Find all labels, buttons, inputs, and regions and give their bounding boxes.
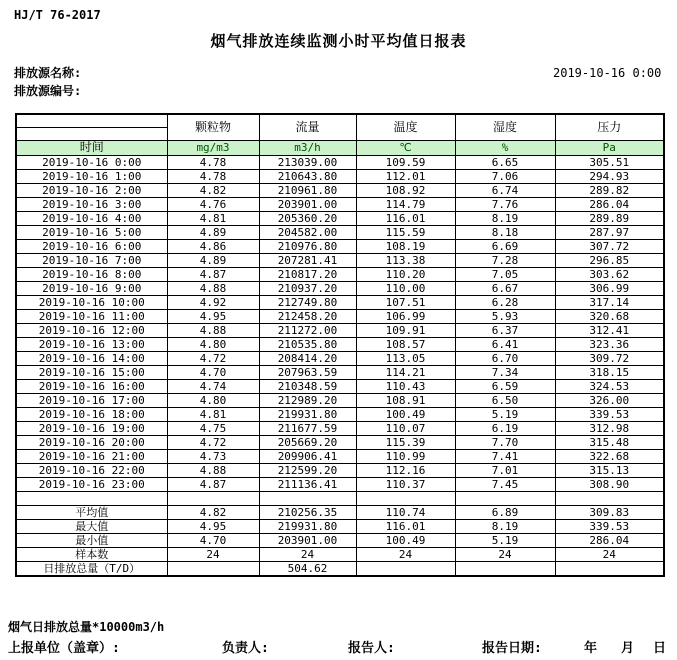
value-cell: 210348.59 [259, 379, 356, 393]
value-cell: 6.59 [455, 379, 555, 393]
summary-label-cell: 最小值 [16, 533, 167, 547]
value-cell: 24 [455, 547, 555, 561]
empty-cell [555, 491, 664, 505]
header-band-row-1 [16, 114, 664, 127]
value-cell: 114.21 [356, 365, 455, 379]
value-cell: 8.18 [455, 225, 555, 239]
time-cell: 2019-10-16 7:00 [16, 253, 167, 267]
time-cell: 2019-10-16 19:00 [16, 421, 167, 435]
spacer-row [16, 491, 664, 505]
data-rows [16, 155, 664, 491]
value-cell [555, 561, 664, 576]
value-cell: 4.92 [167, 295, 259, 309]
value-cell: 312.98 [555, 421, 664, 435]
value-cell: 4.70 [167, 533, 259, 547]
value-cell: 4.82 [167, 505, 259, 519]
value-cell: 4.74 [167, 379, 259, 393]
value-cell: 7.45 [455, 477, 555, 491]
table-row [16, 393, 664, 407]
value-cell: 5.93 [455, 309, 555, 323]
time-cell: 2019-10-16 23:00 [16, 477, 167, 491]
summary-rows [16, 505, 664, 576]
value-cell: 116.01 [356, 519, 455, 533]
day-label: 日 [653, 641, 667, 656]
value-cell: 289.82 [555, 183, 664, 197]
units-row [16, 140, 664, 155]
page-title: 烟气排放连续监测小时平均值日报表 [210, 32, 467, 50]
flow-total-note: 烟气日排放总量*10000m3/h [8, 620, 165, 634]
value-cell: 212749.80 [259, 295, 356, 309]
unit-humidity: % [455, 140, 555, 155]
value-cell: 108.91 [356, 393, 455, 407]
header-empty-cell [16, 127, 167, 140]
value-cell: 112.01 [356, 169, 455, 183]
value-cell: 4.81 [167, 407, 259, 421]
value-cell: 109.91 [356, 323, 455, 337]
value-cell: 322.68 [555, 449, 664, 463]
table-row [16, 505, 664, 519]
table-row [16, 463, 664, 477]
column-header-humidity: 湿度 [455, 114, 555, 140]
value-cell: 208414.20 [259, 351, 356, 365]
value-cell: 6.50 [455, 393, 555, 407]
value-cell: 109.59 [356, 155, 455, 169]
header-empty-cell [16, 114, 167, 127]
column-header-flow: 流量 [259, 114, 356, 140]
value-cell: 315.13 [555, 463, 664, 477]
value-cell: 294.93 [555, 169, 664, 183]
table-row [16, 239, 664, 253]
table-row [16, 547, 664, 561]
source-code-label: 排放源编号: [14, 84, 82, 98]
value-cell: 287.97 [555, 225, 664, 239]
value-cell: 212989.20 [259, 393, 356, 407]
table-row [16, 211, 664, 225]
table-row [16, 421, 664, 435]
value-cell: 4.88 [167, 463, 259, 477]
value-cell: 115.39 [356, 435, 455, 449]
value-cell: 4.78 [167, 169, 259, 183]
summary-label-cell: 平均值 [16, 505, 167, 519]
value-cell: 110.99 [356, 449, 455, 463]
value-cell: 203901.00 [259, 533, 356, 547]
time-column-header: 时间 [16, 140, 167, 155]
value-cell: 106.99 [356, 309, 455, 323]
value-cell: 210961.80 [259, 183, 356, 197]
time-cell: 2019-10-16 3:00 [16, 197, 167, 211]
empty-cell [167, 491, 259, 505]
value-cell: 112.16 [356, 463, 455, 477]
value-cell: 324.53 [555, 379, 664, 393]
value-cell: 296.85 [555, 253, 664, 267]
value-cell: 4.81 [167, 211, 259, 225]
value-cell: 210817.20 [259, 267, 356, 281]
summary-label-cell: 最大值 [16, 519, 167, 533]
value-cell: 110.07 [356, 421, 455, 435]
value-cell: 320.68 [555, 309, 664, 323]
value-cell: 115.59 [356, 225, 455, 239]
table-row [16, 365, 664, 379]
value-cell: 4.78 [167, 155, 259, 169]
value-cell: 24 [167, 547, 259, 561]
time-cell: 2019-10-16 20:00 [16, 435, 167, 449]
time-cell: 2019-10-16 17:00 [16, 393, 167, 407]
value-cell: 317.14 [555, 295, 664, 309]
value-cell: 8.19 [455, 519, 555, 533]
value-cell: 339.53 [555, 407, 664, 421]
value-cell: 323.36 [555, 337, 664, 351]
unit-flow: m3/h [259, 140, 356, 155]
value-cell: 6.74 [455, 183, 555, 197]
value-cell: 4.89 [167, 225, 259, 239]
value-cell: 4.72 [167, 435, 259, 449]
table-row [16, 477, 664, 491]
table-row [16, 323, 664, 337]
value-cell [167, 561, 259, 576]
value-cell: 110.00 [356, 281, 455, 295]
table-row [16, 337, 664, 351]
value-cell: 211677.59 [259, 421, 356, 435]
table-row [16, 519, 664, 533]
value-cell: 289.89 [555, 211, 664, 225]
unit-temperature: ℃ [356, 140, 455, 155]
value-cell: 7.34 [455, 365, 555, 379]
value-cell: 5.19 [455, 407, 555, 421]
value-cell: 213039.00 [259, 155, 356, 169]
value-cell: 306.99 [555, 281, 664, 295]
value-cell: 219931.80 [259, 519, 356, 533]
table-row [16, 561, 664, 576]
value-cell: 210937.20 [259, 281, 356, 295]
value-cell: 315.48 [555, 435, 664, 449]
table-row [16, 435, 664, 449]
value-cell: 303.62 [555, 267, 664, 281]
time-cell: 2019-10-16 1:00 [16, 169, 167, 183]
column-header-temperature: 温度 [356, 114, 455, 140]
report-datetime: 2019-10-16 0:00 [553, 66, 662, 80]
value-cell: 219931.80 [259, 407, 356, 421]
value-cell: 7.01 [455, 463, 555, 477]
table-row [16, 169, 664, 183]
value-cell: 7.41 [455, 449, 555, 463]
spacer-section [16, 491, 664, 505]
time-cell: 2019-10-16 4:00 [16, 211, 167, 225]
time-cell: 2019-10-16 22:00 [16, 463, 167, 477]
table-row [16, 351, 664, 365]
value-cell: 6.37 [455, 323, 555, 337]
value-cell: 108.19 [356, 239, 455, 253]
value-cell: 4.88 [167, 323, 259, 337]
report-date-label: 报告日期: [482, 641, 542, 656]
value-cell: 7.28 [455, 253, 555, 267]
source-name-label: 排放源名称: [14, 66, 82, 80]
value-cell: 4.73 [167, 449, 259, 463]
empty-cell [16, 491, 167, 505]
time-cell: 2019-10-16 11:00 [16, 309, 167, 323]
value-cell: 6.28 [455, 295, 555, 309]
value-cell: 309.72 [555, 351, 664, 365]
value-cell: 339.53 [555, 519, 664, 533]
value-cell: 7.06 [455, 169, 555, 183]
value-cell: 4.95 [167, 309, 259, 323]
table-row [16, 309, 664, 323]
value-cell: 110.20 [356, 267, 455, 281]
year-label: 年 [584, 641, 598, 656]
value-cell: 113.38 [356, 253, 455, 267]
value-cell: 4.76 [167, 197, 259, 211]
table-row [16, 281, 664, 295]
value-cell: 24 [555, 547, 664, 561]
value-cell: 114.79 [356, 197, 455, 211]
month-label: 月 [621, 641, 635, 656]
time-cell: 2019-10-16 10:00 [16, 295, 167, 309]
value-cell: 326.00 [555, 393, 664, 407]
value-cell: 24 [259, 547, 356, 561]
table-row [16, 295, 664, 309]
column-header-particulate: 颗粒物 [167, 114, 259, 140]
value-cell: 4.88 [167, 281, 259, 295]
value-cell: 207963.59 [259, 365, 356, 379]
table-row [16, 183, 664, 197]
time-cell: 2019-10-16 12:00 [16, 323, 167, 337]
value-cell: 6.19 [455, 421, 555, 435]
value-cell: 211136.41 [259, 477, 356, 491]
value-cell [455, 561, 555, 576]
value-cell: 4.80 [167, 337, 259, 351]
empty-cell [455, 491, 555, 505]
value-cell: 110.37 [356, 477, 455, 491]
value-cell: 100.49 [356, 407, 455, 421]
value-cell: 210643.80 [259, 169, 356, 183]
value-cell: 4.86 [167, 239, 259, 253]
value-cell: 107.51 [356, 295, 455, 309]
time-cell: 2019-10-16 15:00 [16, 365, 167, 379]
value-cell: 308.90 [555, 477, 664, 491]
value-cell: 8.19 [455, 211, 555, 225]
value-cell: 504.62 [259, 561, 356, 576]
time-cell: 2019-10-16 6:00 [16, 239, 167, 253]
value-cell: 4.95 [167, 519, 259, 533]
table-row [16, 449, 664, 463]
summary-label-cell: 样本数 [16, 547, 167, 561]
value-cell: 210535.80 [259, 337, 356, 351]
value-cell: 309.83 [555, 505, 664, 519]
value-cell: 211272.00 [259, 323, 356, 337]
value-cell: 110.43 [356, 379, 455, 393]
value-cell: 286.04 [555, 533, 664, 547]
table-row [16, 407, 664, 421]
time-cell: 2019-10-16 13:00 [16, 337, 167, 351]
value-cell: 205360.20 [259, 211, 356, 225]
responsible-person-label: 负责人: [222, 641, 269, 656]
value-cell: 6.65 [455, 155, 555, 169]
time-cell: 2019-10-16 14:00 [16, 351, 167, 365]
value-cell: 312.41 [555, 323, 664, 337]
empty-cell [259, 491, 356, 505]
value-cell: 7.70 [455, 435, 555, 449]
value-cell: 318.15 [555, 365, 664, 379]
time-cell: 2019-10-16 8:00 [16, 267, 167, 281]
table-row [16, 379, 664, 393]
table-row [16, 225, 664, 239]
value-cell: 108.57 [356, 337, 455, 351]
value-cell [356, 561, 455, 576]
unit-pressure: Pa [555, 140, 664, 155]
table-row [16, 267, 664, 281]
value-cell: 4.82 [167, 183, 259, 197]
value-cell: 4.87 [167, 477, 259, 491]
value-cell: 4.89 [167, 253, 259, 267]
value-cell: 108.92 [356, 183, 455, 197]
time-cell: 2019-10-16 16:00 [16, 379, 167, 393]
value-cell: 6.41 [455, 337, 555, 351]
value-cell: 100.49 [356, 533, 455, 547]
table-row [16, 197, 664, 211]
value-cell: 4.75 [167, 421, 259, 435]
value-cell: 203901.00 [259, 197, 356, 211]
summary-label-cell: 日排放总量（T/D） [16, 561, 167, 576]
reporting-unit-label: 上报单位（盖章）: [8, 641, 120, 656]
value-cell: 4.87 [167, 267, 259, 281]
table-row [16, 155, 664, 169]
value-cell: 4.70 [167, 365, 259, 379]
empty-cell [356, 491, 455, 505]
value-cell: 286.04 [555, 197, 664, 211]
time-cell: 2019-10-16 5:00 [16, 225, 167, 239]
value-cell: 204582.00 [259, 225, 356, 239]
value-cell: 6.69 [455, 239, 555, 253]
value-cell: 116.01 [356, 211, 455, 225]
value-cell: 110.74 [356, 505, 455, 519]
value-cell: 207281.41 [259, 253, 356, 267]
value-cell: 205669.20 [259, 435, 356, 449]
value-cell: 4.80 [167, 393, 259, 407]
value-cell: 212599.20 [259, 463, 356, 477]
standard-number: HJ/T 76-2017 [14, 8, 101, 22]
column-header-pressure: 压力 [555, 114, 664, 140]
table-header [16, 114, 664, 155]
time-cell: 2019-10-16 18:00 [16, 407, 167, 421]
time-cell: 2019-10-16 21:00 [16, 449, 167, 463]
value-cell: 212458.20 [259, 309, 356, 323]
value-cell: 113.05 [356, 351, 455, 365]
value-cell: 305.51 [555, 155, 664, 169]
value-cell: 307.72 [555, 239, 664, 253]
value-cell: 6.67 [455, 281, 555, 295]
time-cell: 2019-10-16 2:00 [16, 183, 167, 197]
monitoring-data-table [15, 113, 665, 577]
value-cell: 7.05 [455, 267, 555, 281]
value-cell: 24 [356, 547, 455, 561]
time-cell: 2019-10-16 0:00 [16, 155, 167, 169]
time-cell: 2019-10-16 9:00 [16, 281, 167, 295]
table-row [16, 253, 664, 267]
value-cell: 209906.41 [259, 449, 356, 463]
value-cell: 210976.80 [259, 239, 356, 253]
value-cell: 6.70 [455, 351, 555, 365]
value-cell: 210256.35 [259, 505, 356, 519]
value-cell: 4.72 [167, 351, 259, 365]
value-cell: 5.19 [455, 533, 555, 547]
table-row [16, 533, 664, 547]
reporter-label: 报告人: [348, 641, 395, 656]
value-cell: 7.76 [455, 197, 555, 211]
unit-particulate: mg/m3 [167, 140, 259, 155]
value-cell: 6.89 [455, 505, 555, 519]
